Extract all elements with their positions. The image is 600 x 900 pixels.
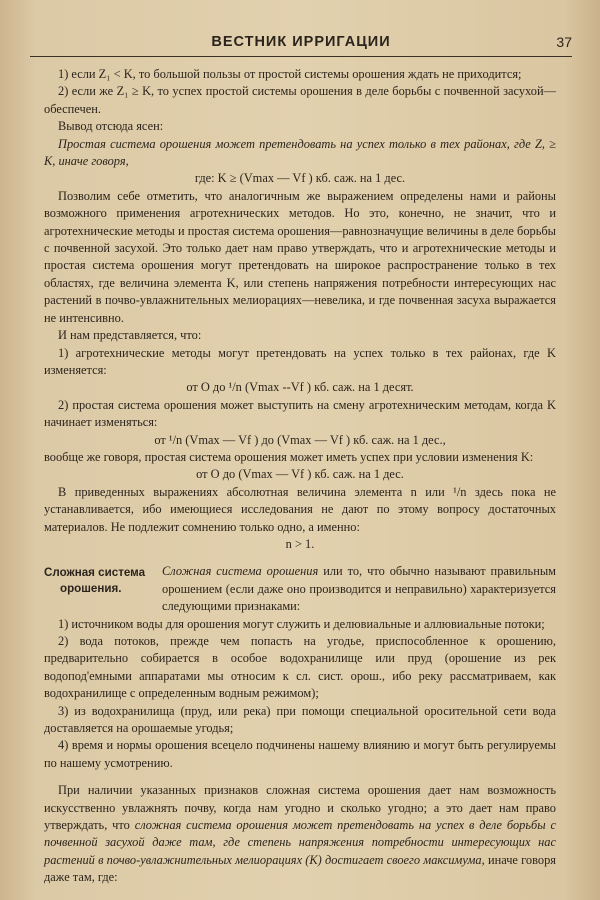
formula: от О до (Vmax — Vf ) кб. саж. на 1 дес. [196, 467, 404, 482]
list-item: 3) из водохранилища (пруд, или река) при помощи специальной оросительной сети вода доставляется на орошаемые угодья; [44, 703, 556, 736]
side-heading [44, 563, 162, 597]
list-item: 4) время и нормы орошения всецело подчинены нашему влиянию и могут быть регулируемы по нашему усмотрению. [44, 738, 556, 770]
paragraph: вообще же говоря, простая система орошения может иметь успех при условии изменения K: [44, 449, 534, 464]
paragraph: В приведенных выражениях абсолютная величина элемента n или ¹/n здесь пока не устанавливается, ибо имеющиеся исследования не дают по этому вопросу достаточных материалов. Не подлежит сомнению только одно, а именно: [44, 484, 556, 534]
paragraph: Вывод отсюда ясен: [58, 119, 164, 134]
list-item: 2) вода потоков, прежде чем попасть на угодье, приспособленное к орошению, предварительно собирается в особое водохранилище или пруд (орошение из рек водопод'емными аппаратами мы относим к сл. сист. орош., ибо реку рассматриваем, как водохранилище с определенным водным режимом); [44, 634, 556, 701]
formula: n > 1. [285, 536, 315, 551]
final-text: , иначе говоря даже там, где: [44, 852, 556, 885]
paragraph: 2) если же Z₁ ≥ K, то успех простой системы орошения в деле борьбы с почвенной засухой—обеспечен. [44, 84, 556, 116]
final-paragraph [44, 782, 556, 886]
formula: от О до ¹/n (Vmax --Vf ) кб. саж. на 1 десят. [186, 380, 414, 395]
side-heading-line: Сложная система [44, 566, 146, 580]
running-title: ВЕСТНИК ИРРИГАЦИИ [211, 34, 391, 50]
paragraph: И нам представляется, что: [58, 328, 202, 343]
formula: где: K ≥ (Vmax — Vf ) кб. саж. на 1 дес. [194, 171, 406, 186]
lead-text: или то, что обычно называют правильным орошением (если даже оно производится и неправильно) характеризуется следующими признаками: [162, 564, 556, 614]
final-text: При наличии указанных признаков сложная система орошения дает нам возможность искусственно увлажнять почву, когда нам угодно и сколько угодно; а это дает нам право утверждать, что [44, 783, 556, 833]
list-item: 1) источником воды для орошения могут служить и делювиальные и аллювиальные потоки; [58, 616, 545, 631]
paragraph: 1) если Z₁ < K, то большой пользы от простой системы орошения ждать не приходится; [58, 67, 522, 81]
section-complex-irrigation [44, 563, 556, 615]
page-body [44, 66, 556, 887]
final-italic: сложная система орошения может претендовать на успех в деле борьбы с почвенной засухой даже там, где степень напряжения потребности интересующих нас растений в почво-увлажнительных мелиорациях (K) достигает своего максимума [44, 818, 556, 867]
paragraph: Позволим себе отметить, что аналогичным же выражением определены нами и районы возможного применения агротехнических методов. Но это, конечно, не значит, что и агротехнические методы и простая система орошения—равнозначущие величины в деле борьбы с почвенной засухой. Это только дает нам право утверждать, что и агротехнические методы и простая система орошения могут претендовать на широкое распространение только в тех областях, где величина элемента K, или степень напряжения потребности интересующих нас растений в почво-увлажнительных мелиорациях—невелика, и где почвенная засуха выражается не интенсивно. [44, 188, 556, 325]
lead-italic: Сложная система орошения [162, 564, 319, 579]
section-lead [162, 563, 556, 615]
paragraph: 1) агротехнические методы могут претендовать на успех только в тех районах, где K изменяется: [44, 345, 556, 377]
side-heading-line: орошения. [60, 582, 122, 596]
italic-thesis: Простая система орошения может претендовать на успех только в тех районах, где Z, ≥ K, иначе говоря, [44, 136, 556, 169]
paragraph: 2) простая система орошения может выступить на смену агротехническим методам, когда K начинает изменяться: [44, 397, 556, 430]
page-header [30, 30, 572, 57]
page-number: 37 [556, 34, 572, 50]
formula: от ¹/n (Vmax — Vf ) до (Vmax — Vf ) кб. саж. на 1 дес., [154, 432, 446, 447]
